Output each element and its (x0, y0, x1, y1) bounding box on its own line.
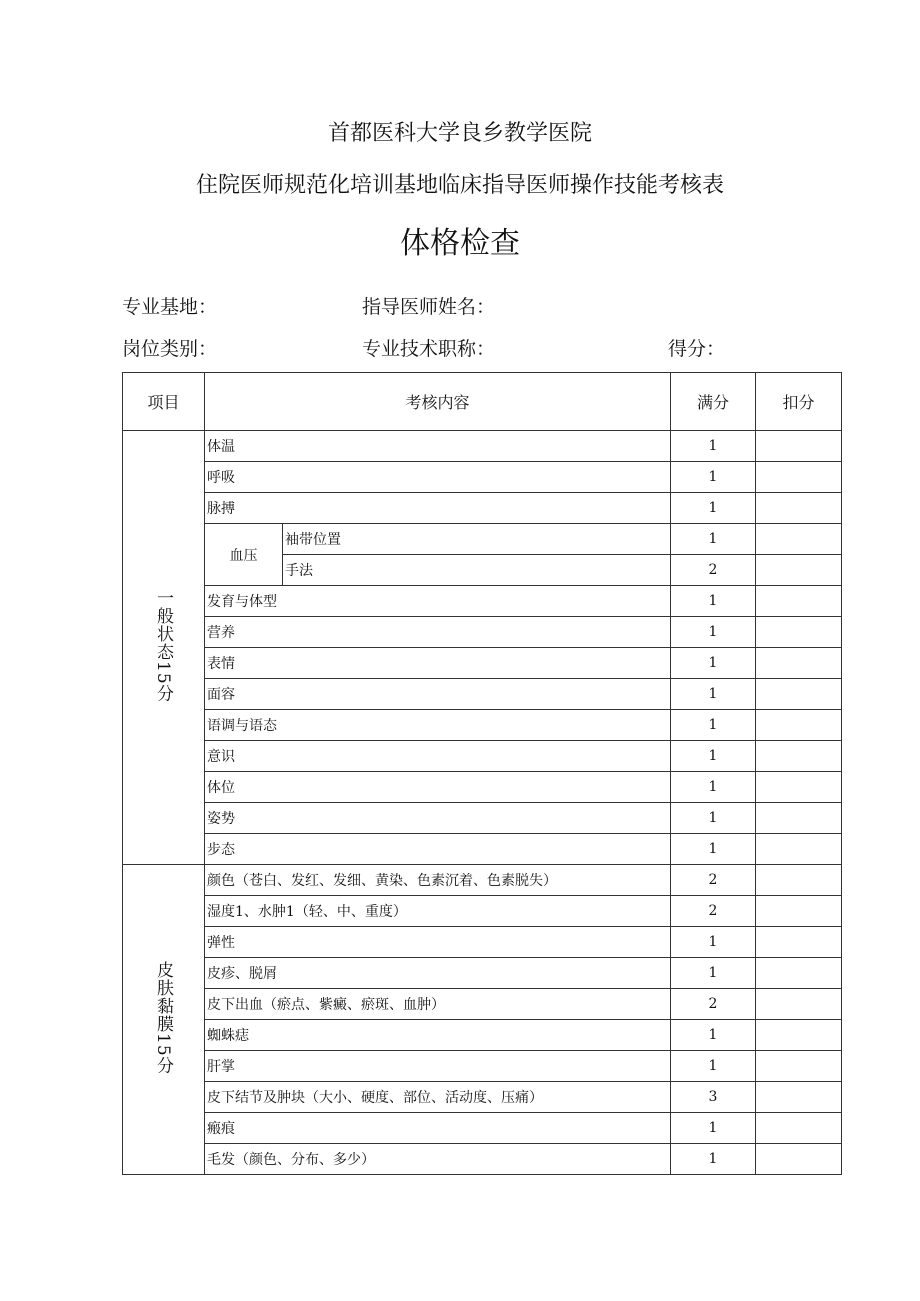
item-content: 袖带位置 (283, 524, 671, 555)
table-row (123, 1051, 842, 1082)
deduct-cell[interactable] (756, 803, 842, 834)
item-content: 语调与语态 (205, 710, 671, 741)
mentor-name-label: 指导医师姓名： (362, 296, 496, 318)
deduct-cell[interactable] (756, 896, 842, 927)
item-content: 皮疹、脱屑 (205, 958, 671, 989)
item-score: 1 (671, 1051, 756, 1082)
item-content: 手法 (283, 555, 671, 586)
exam-title: 体格检查 (400, 226, 520, 261)
form-title: 住院医师规范化培训基地临床指导医师操作技能考核表 (195, 173, 724, 198)
deduct-cell[interactable] (756, 524, 842, 555)
assessment-table (122, 372, 842, 1175)
deduct-cell[interactable] (756, 772, 842, 803)
item-score: 1 (671, 958, 756, 989)
deduct-cell[interactable] (756, 1051, 842, 1082)
major-base-label: 专业基地： (122, 296, 218, 318)
item-score: 1 (671, 617, 756, 648)
deduct-cell[interactable] (756, 462, 842, 493)
item-content: 湿度1、水肿1（轻、中、重度） (205, 896, 671, 927)
blood-pressure-label: 血压 (205, 524, 283, 586)
deduct-cell[interactable] (756, 648, 842, 679)
table-row (123, 803, 842, 834)
deduct-cell[interactable] (756, 617, 842, 648)
table-row (123, 648, 842, 679)
item-score: 2 (671, 896, 756, 927)
table-row (123, 1020, 842, 1051)
deduct-cell[interactable] (756, 865, 842, 896)
item-score: 1 (671, 741, 756, 772)
item-score: 1 (671, 803, 756, 834)
item-score: 1 (671, 586, 756, 617)
item-content: 弹性 (205, 927, 671, 958)
table-row (123, 927, 842, 958)
item-content: 体位 (205, 772, 671, 803)
item-score: 1 (671, 1020, 756, 1051)
item-score: 1 (671, 648, 756, 679)
table-row (123, 772, 842, 803)
item-content: 肝掌 (205, 1051, 671, 1082)
deduct-cell[interactable] (756, 1020, 842, 1051)
item-score: 2 (671, 865, 756, 896)
item-content: 皮下结节及肿块（大小、硬度、部位、活动度、压痛） (205, 1082, 671, 1113)
item-score: 1 (671, 1144, 756, 1175)
table-row (123, 586, 842, 617)
table-row (123, 834, 842, 865)
item-score: 1 (671, 679, 756, 710)
item-score: 3 (671, 1082, 756, 1113)
item-content: 皮下出血（瘀点、紫癜、瘀斑、血肿） (205, 989, 671, 1020)
deduct-cell[interactable] (756, 555, 842, 586)
item-content: 体温 (205, 431, 671, 462)
item-content: 脉搏 (205, 493, 671, 524)
item-score: 1 (671, 431, 756, 462)
item-score: 1 (671, 462, 756, 493)
item-content: 颜色（苍白、发红、发细、黄染、色素沉着、色素脱失） (205, 865, 671, 896)
deduct-cell[interactable] (756, 1082, 842, 1113)
item-content: 蜘蛛痣 (205, 1020, 671, 1051)
deduct-cell[interactable] (756, 710, 842, 741)
score-label: 得分： (668, 338, 726, 360)
deduct-cell[interactable] (756, 493, 842, 524)
item-score: 1 (671, 834, 756, 865)
header-deduct: 扣分 (756, 373, 842, 431)
deduct-cell[interactable] (756, 1144, 842, 1175)
table-row (123, 431, 842, 462)
table-row (123, 989, 842, 1020)
table-row (123, 710, 842, 741)
item-content: 呼吸 (205, 462, 671, 493)
table-row (123, 865, 842, 896)
hospital-title: 首都医科大学良乡教学医院 (327, 121, 592, 146)
deduct-cell[interactable] (756, 958, 842, 989)
item-score: 1 (671, 927, 756, 958)
table-row (123, 958, 842, 989)
table-row (123, 1082, 842, 1113)
table-row (123, 679, 842, 710)
deduct-cell[interactable] (756, 989, 842, 1020)
item-content: 意识 (205, 741, 671, 772)
deduct-cell[interactable] (756, 741, 842, 772)
table-row (123, 896, 842, 927)
table-row (123, 1113, 842, 1144)
table-row (123, 741, 842, 772)
header-full-score: 满分 (671, 373, 756, 431)
deduct-cell[interactable] (756, 834, 842, 865)
header-content: 考核内容 (205, 373, 671, 431)
item-score: 2 (671, 555, 756, 586)
item-content: 步态 (205, 834, 671, 865)
item-content: 瘢痕 (205, 1113, 671, 1144)
item-content: 面容 (205, 679, 671, 710)
item-score: 1 (671, 524, 756, 555)
item-content: 发育与体型 (205, 586, 671, 617)
table-row (123, 493, 842, 524)
deduct-cell[interactable] (756, 586, 842, 617)
title-rank-label: 专业技术职称： (362, 338, 496, 360)
table-header-row (123, 373, 842, 431)
deduct-cell[interactable] (756, 927, 842, 958)
item-score: 1 (671, 493, 756, 524)
table-row (123, 524, 842, 555)
item-content: 营养 (205, 617, 671, 648)
deduct-cell[interactable] (756, 1113, 842, 1144)
item-content: 毛发（颜色、分布、多少） (205, 1144, 671, 1175)
item-score: 1 (671, 772, 756, 803)
item-score: 2 (671, 989, 756, 1020)
item-content: 表情 (205, 648, 671, 679)
table-row (123, 1144, 842, 1175)
section-general-label: 一般状态15分 (123, 431, 205, 865)
table-row (123, 617, 842, 648)
item-content: 姿势 (205, 803, 671, 834)
header-item: 项目 (123, 373, 205, 431)
table-row (123, 462, 842, 493)
deduct-cell[interactable] (756, 679, 842, 710)
item-score: 1 (671, 710, 756, 741)
section-skin-label: 皮肤黏膜15分 (123, 865, 205, 1175)
position-type-label: 岗位类别： (122, 338, 218, 360)
deduct-cell[interactable] (756, 431, 842, 462)
item-score: 1 (671, 1113, 756, 1144)
